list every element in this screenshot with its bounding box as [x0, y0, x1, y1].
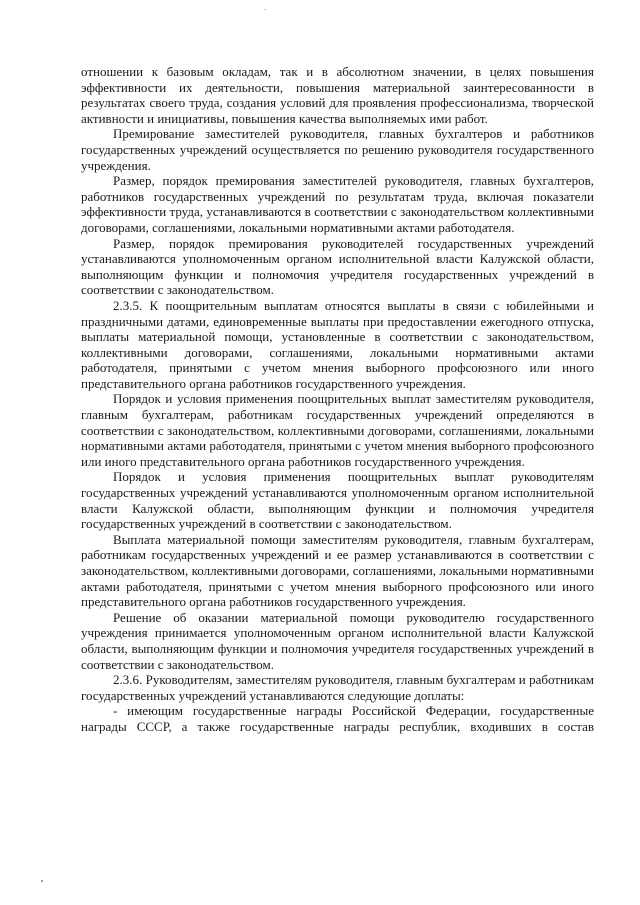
scan-speck [41, 880, 43, 882]
paragraph-heads-bonus: Размер, порядок премирования руководителей государственных учреждений устанавливаются уполномоченным органом исполнительной власти Калужской области, выполняющим функции и полномочия учредителя государственных учреждений в соответствии с законодательством. [81, 235, 594, 298]
paragraph-material-aid-decision: Решение об оказании материальной помощи руководителю государственного учреждения принимается уполномоченным органом исполнительной власти Калужской области, выполняющим функции и полномочия учредителя государственных учреждений в соответствии с законодательством. [81, 609, 594, 672]
paragraph-incentive-order: Порядок и условия применения поощрительных выплат заместителям руководителя, главным бухгалтерам, работникам государственных учреждений определяются в соответствии с законодательством, коллективными договорами, соглашениями, локальными нормативными актами работодателя, принятыми с учетом мнения выборного профсоюзного или иного представительного органа работников государственного учреждения. [81, 391, 594, 469]
paragraph-state-awards: - имеющим государственные награды Российской Федерации, государственные награды СССР, а также государственные награды республик, входивших в состав [81, 703, 594, 734]
paragraph-deputies-bonus: Премирование заместителей руководителя, главных бухгалтеров и работников государственных учреждений осуществляется по решению руководителя государственного учреждения. [81, 126, 594, 173]
paragraph-bonus-size: Размер, порядок премирования заместителей руководителя, главных бухгалтеров, работников государственных учреждений по результатам труда, включая показатели эффективности труда, устанавливаются в соответствии с законодательством коллективными договорами, соглашениями, локальными нормативными актами работодателя. [81, 173, 594, 235]
paragraph-2-3-5: 2.3.5. К поощрительным выплатам относятся выплаты в связи с юбилейными и праздничными датами, единовременные выплаты при предоставлении ежегодного отпуска, выплаты материальной помощи, установленные в соответствии с законодательством, коллективными договорами, соглашениями, локальными нормативными актами работодателя, принятыми с учетом мнения выборного профсоюзного или иного представительного органа работников государственного учреждения. [81, 297, 594, 391]
paragraph-2-3-6: 2.3.6. Руководителям, заместителям руководителя, главным бухгалтерам и работникам государственных учреждений устанавливаются следующие доплаты: [81, 672, 594, 703]
paragraph-continuation: отношении к базовым окладам, так и в абсолютном значении, в целях повышения эффективности их деятельности, повышения материальной заинтересованности в результатах своего труда, создания условий для проявления профессионализма, творческой активности и инициативы, повышения качества выполняемых ими работ. [81, 64, 594, 126]
document-body [81, 64, 594, 735]
paragraph-heads-incentive: Порядок и условия применения поощрительных выплат руководителям государственных учреждений устанавливаются уполномоченным органом исполнительной власти Калужской области, выполняющим функции и полномочия учредителя государственных учреждений в соответствии с законодательством. [81, 469, 594, 532]
scan-speck [264, 9, 266, 10]
paragraph-material-aid: Выплата материальной помощи заместителям руководителя, главным бухгалтерам, работникам государственных учреждений и ее размер устанавливаются в соответствии с законодательством, коллективными договорами, соглашениями, локальными нормативными актами работодателя, принятыми с учетом мнения выборного профсоюзного или иного представительного органа работников государственного учреждения. [81, 531, 594, 610]
